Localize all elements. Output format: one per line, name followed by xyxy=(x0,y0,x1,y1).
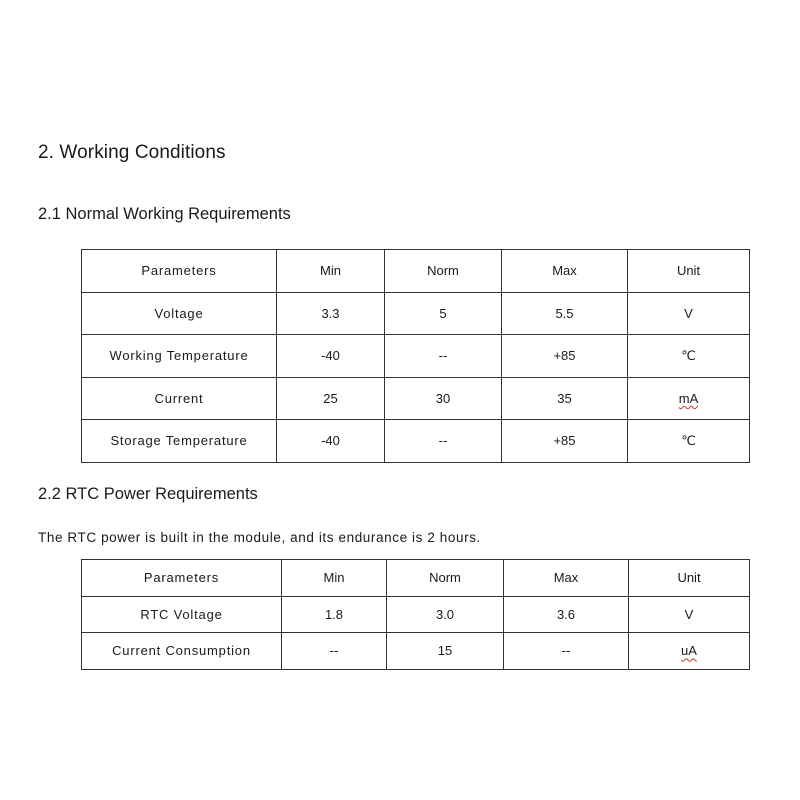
unit-text: uA xyxy=(681,643,697,659)
table-row xyxy=(82,377,750,420)
table-row xyxy=(82,420,750,463)
unit-cell xyxy=(629,633,750,670)
header-cell: Max xyxy=(502,250,628,293)
header-cell: Max xyxy=(504,560,629,597)
table-header-row xyxy=(82,560,750,597)
rtc-note: The RTC power is built in the module, and its endurance is 2 hours. xyxy=(38,530,481,545)
header-cell: Norm xyxy=(385,250,502,293)
header-cell: Unit xyxy=(628,250,750,293)
table-row xyxy=(82,335,750,378)
min-cell: 25 xyxy=(277,377,385,420)
unit-cell: ℃ xyxy=(628,420,750,463)
min-cell: 3.3 xyxy=(277,292,385,335)
table-header-row xyxy=(82,250,750,293)
param-cell: Current Consumption xyxy=(82,633,282,670)
normal-requirements-table xyxy=(81,249,750,463)
param-cell: Storage Temperature xyxy=(82,420,277,463)
norm-cell: 3.0 xyxy=(387,596,504,633)
unit-cell: V xyxy=(628,292,750,335)
max-cell: 3.6 xyxy=(504,596,629,633)
normal-requirements-heading: 2.1 Normal Working Requirements xyxy=(38,205,291,223)
param-cell: Working Temperature xyxy=(82,335,277,378)
header-cell: Min xyxy=(277,250,385,293)
max-cell: 35 xyxy=(502,377,628,420)
min-cell: -40 xyxy=(277,335,385,378)
table-row xyxy=(82,633,750,670)
unit-cell: ℃ xyxy=(628,335,750,378)
header-cell: Min xyxy=(282,560,387,597)
header-cell: Parameters xyxy=(82,250,277,293)
unit-cell xyxy=(628,377,750,420)
unit-cell: V xyxy=(629,596,750,633)
section-title: 2. Working Conditions xyxy=(38,142,226,163)
table-row xyxy=(82,292,750,335)
min-cell: 1.8 xyxy=(282,596,387,633)
param-cell: Current xyxy=(82,377,277,420)
min-cell: -40 xyxy=(277,420,385,463)
min-cell: -- xyxy=(282,633,387,670)
max-cell: +85 xyxy=(502,420,628,463)
header-cell: Unit xyxy=(629,560,750,597)
norm-cell: -- xyxy=(385,420,502,463)
unit-text: mA xyxy=(678,390,699,406)
max-cell: 5.5 xyxy=(502,292,628,335)
norm-cell: 5 xyxy=(385,292,502,335)
max-cell: +85 xyxy=(502,335,628,378)
header-cell: Parameters xyxy=(82,560,282,597)
rtc-requirements-table xyxy=(81,559,750,670)
param-cell: Voltage xyxy=(82,292,277,335)
param-cell: RTC Voltage xyxy=(82,596,282,633)
norm-cell: -- xyxy=(385,335,502,378)
norm-cell: 15 xyxy=(387,633,504,670)
rtc-requirements-heading: 2.2 RTC Power Requirements xyxy=(38,485,258,503)
norm-cell: 30 xyxy=(385,377,502,420)
max-cell: -- xyxy=(504,633,629,670)
table-row xyxy=(82,596,750,633)
header-cell: Norm xyxy=(387,560,504,597)
